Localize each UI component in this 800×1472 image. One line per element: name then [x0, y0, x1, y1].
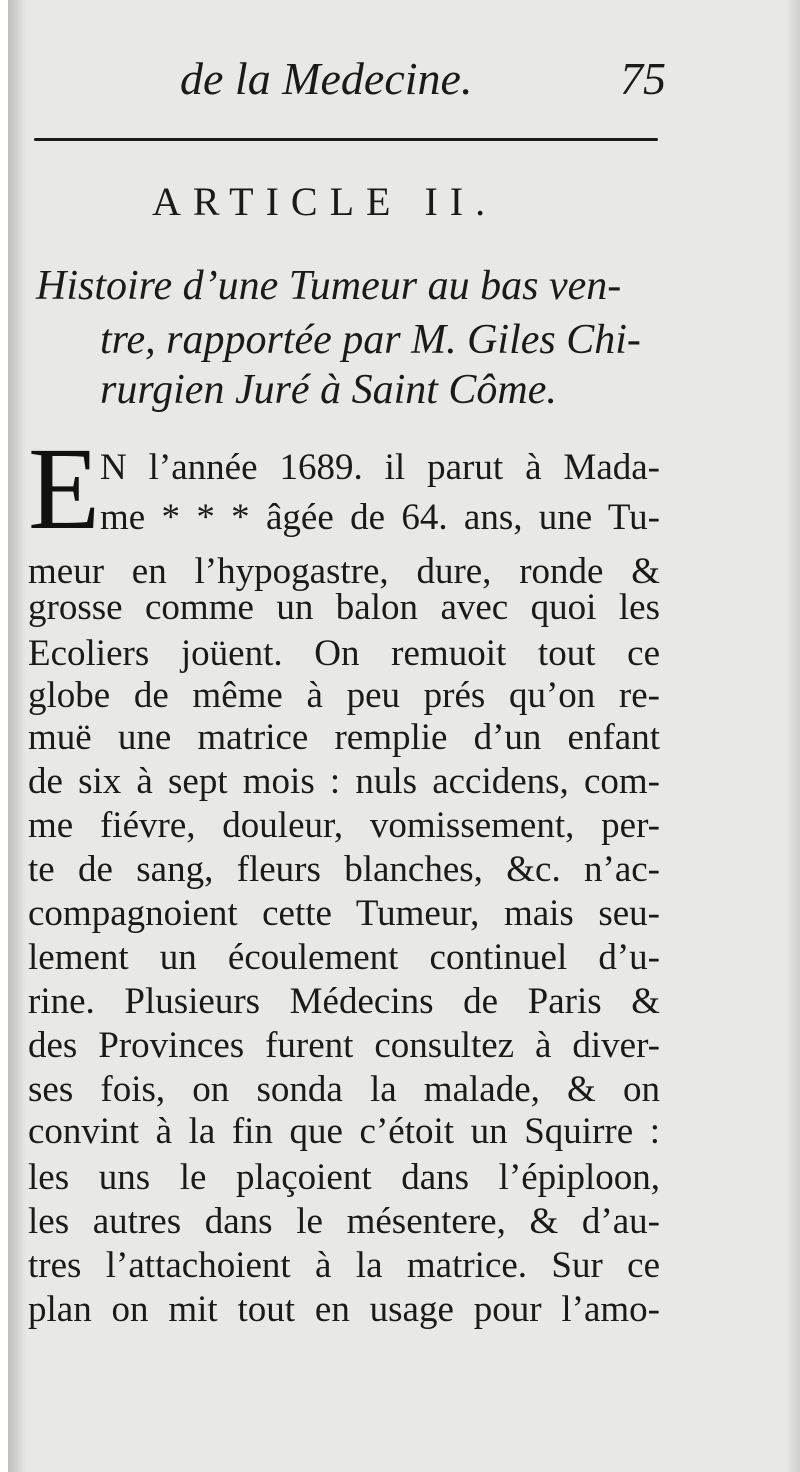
body-text-line: plan on mit tout en usage pour l’amo-	[28, 1289, 660, 1330]
page-edge-shadow	[786, 0, 800, 1472]
body-text-line: te de sang, fleurs blanches, &c. n’ac-	[28, 849, 660, 890]
body-text-line: globe de même à peu prés qu’on re-	[28, 675, 660, 716]
body-text-line: convint à la fin que c’étoit un Squirre :	[28, 1111, 660, 1152]
body-text-line: grosse comme un balon avec quoi les	[28, 587, 660, 628]
body-text-line: les uns le plaçoient dans l’épiploon,	[28, 1157, 660, 1198]
body-text-line: de six à sept mois : nuls accidens, com-	[28, 761, 660, 802]
body-text-line: lement un écoulement continuel d’u-	[28, 937, 660, 978]
page-gutter-shadow	[8, 0, 26, 1472]
article-subtitle-line: Histoire d’une Tumeur au bas ven-	[36, 263, 622, 309]
body-text-line: me * * * âgée de 64. ans, une Tu-	[100, 497, 660, 538]
body-text-line: meur en l’hypogastre, dure, ronde &	[28, 551, 660, 592]
article-heading: ARTICLE II.	[152, 179, 498, 224]
page-number: 75	[620, 53, 666, 104]
book-page	[8, 0, 800, 1472]
body-text-line: N l’année 1689. il parut à Mada-	[100, 447, 660, 488]
body-text-line: muë une matrice remplie d’un enfant	[28, 717, 660, 758]
header-rule	[34, 138, 658, 141]
article-subtitle-line: rurgien Juré à Saint Côme.	[100, 367, 557, 413]
body-text-line: les autres dans le mésentere, & d’au-	[28, 1201, 660, 1242]
drop-cap: E	[28, 423, 101, 554]
body-text-line: ses fois, on sonda la malade, & on	[28, 1069, 660, 1110]
article-subtitle-line: tre, rapportée par M. Giles Chi-	[100, 317, 641, 363]
body-text-line: compagnoient cette Tumeur, mais seu-	[28, 893, 660, 934]
running-title: de la Medecine.	[180, 53, 473, 104]
body-text-line: me fiévre, douleur, vomissement, per-	[28, 805, 660, 846]
body-text-line: Ecoliers joüent. On remuoit tout ce	[28, 633, 660, 674]
body-text-line: des Provinces furent consultez à diver-	[28, 1025, 660, 1066]
body-text-line: tres l’attachoient à la matrice. Sur ce	[28, 1245, 660, 1286]
body-text-line: rine. Plusieurs Médecins de Paris &	[28, 981, 660, 1022]
